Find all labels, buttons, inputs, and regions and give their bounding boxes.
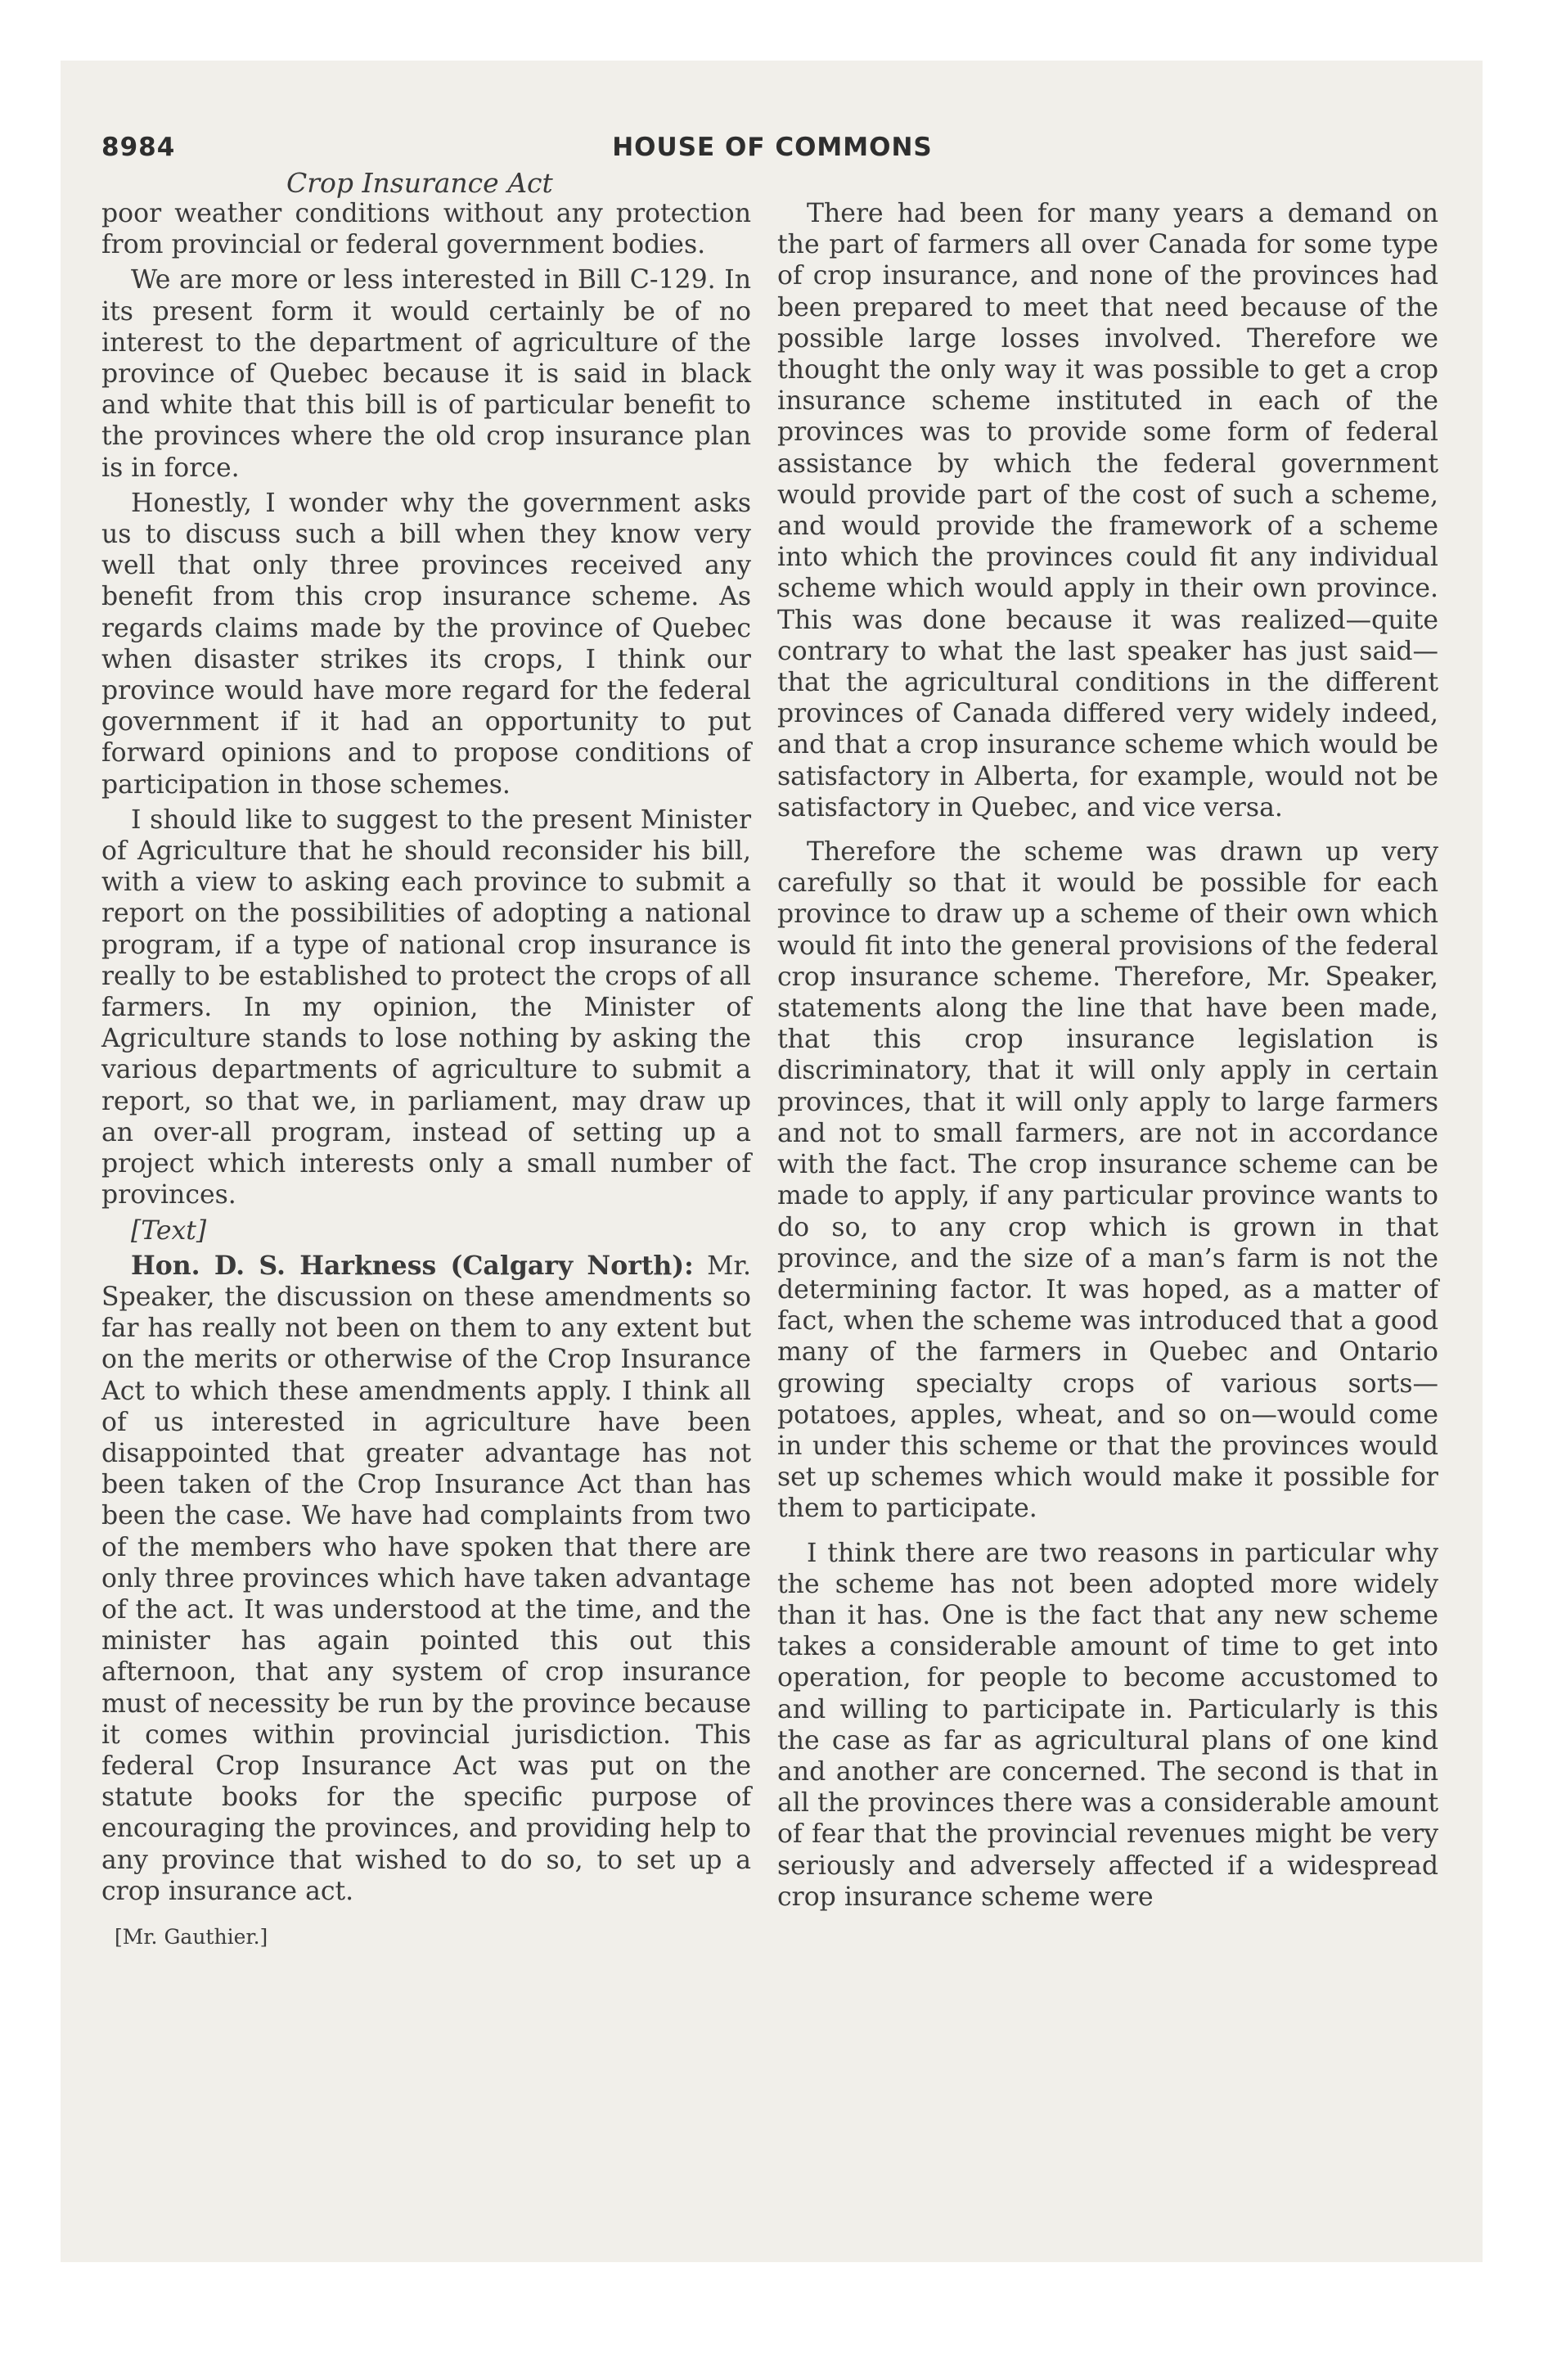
speaker-name: Hon. D. S. Harkness (Calgary North): bbox=[131, 1250, 694, 1281]
left-paragraph-1: poor weather conditions without any protection from provincial or federal government bodies. bbox=[101, 199, 751, 260]
page-number: 8984 bbox=[101, 133, 176, 162]
footer-credit: [Mr. Gauthier.] bbox=[115, 1924, 268, 1949]
right-paragraph-2: Therefore the scheme was drawn up very carefully so that it would be possible for each province to draw up a scheme of their own which would fit into the general provisions of the federal crop insurance scheme. Therefore, Mr. Speaker, statements along the line that have been made, that this crop insurance legislation is discriminatory, that it will only apply in certain provinces, that it will only apply to large farmers and not to small farmers, are not in accordance with the fact. The crop insurance scheme can be made to apply, if any particular province wants to do so, to any crop which is grown in that province, and the size of a man’s farm is not the determining factor. It was hoped, as a matter of fact, when the scheme was introduced that a good many of the farmers in Quebec and Ontario growing specialty crops of various sorts—potatoes, apples, wheat, and so on—would come in under this scheme or that the provinces would set up schemes which would make it possible for them to participate. bbox=[777, 837, 1438, 1524]
section-tag: [Text] bbox=[131, 1215, 207, 1246]
right-paragraph-3: I think there are two reasons in particular why the scheme has not been adopted more widely than it has. One is the fact that any new scheme takes a considerable amount of time to get into operation, for people to become accustomed to and willing to participate in. Particularly is this the case as far as agricultural plans of one kind and another are concerned. The second is that in all the provinces there was a considerable amount of fear that the provincial revenues might be very seriously and adversely affected if a widespread crop insurance scheme were bbox=[777, 1538, 1438, 1912]
running-head: HOUSE OF COMMONS bbox=[612, 133, 933, 162]
hansard-page bbox=[61, 61, 1483, 2262]
left-paragraph-4: I should like to suggest to the present Minister of Agriculture that he should reconsider his bill, with a view to asking each province to submit a report on the possibilities of adopting a national program, if a type of national crop insurance is really to be established to protect the crops of all farmers. In my opinion, the Minister of Agriculture stands to lose nothing by asking the various departments of agriculture to submit a report, so that we, in parliament, may draw up an over-all program, instead of setting up a project which interests only a small number of provinces. bbox=[101, 805, 751, 1210]
speech-paragraph bbox=[101, 1251, 751, 1907]
act-subhead: Crop Insurance Act bbox=[286, 167, 553, 199]
right-paragraph-1: There had been for many years a demand on the part of farmers all over Canada for some type of crop insurance, and none of the provinces had been prepared to meet that need because of the possible large losses involved. Therefore we thought the only way it was possible to get a crop insurance scheme instituted in each of the provinces was to provide some form of federal assistance by which the federal government would provide part of the cost of such a scheme, and would provide the framework of a scheme into which the provinces could fit any individual scheme which would apply in their own province. This was done because it was realized—quite contrary to what the last speaker has just said—that the agricultural conditions in the different provinces of Canada differed very widely indeed, and that a crop insurance scheme which would be satisfactory in Alberta, for example, would not be satisfactory in Quebec, and vice versa. bbox=[777, 199, 1438, 823]
right-column bbox=[777, 198, 1438, 1913]
left-paragraph-3: Honestly, I wonder why the government asks us to discuss such a bill when they know very well that only three provinces received any benefit from this crop insurance scheme. As regards claims made by the province of Quebec when disaster strikes its crops, I think our province would have more regard for the federal government if it had an opportunity to put forward opinions and to propose conditions of participation in those schemes. bbox=[101, 488, 751, 800]
left-column bbox=[101, 198, 751, 1953]
speech-text: Mr. Speaker, the discussion on these amendments so far has really not been on them to any extent but on the merits or otherwise of the Crop Insurance Act to which these amendments apply. I think all of us interested in agriculture have been disappointed that greater advantage has not been taken of the Crop Insurance Act than has been the case. We have had complaints from two of the members who have spoken that there are only three provinces which have taken advantage of the act. It was understood at the time, and the minister has again pointed this out this afternoon, that any system of crop insurance must of necessity be run by the province because it comes within provincial jurisdiction. This federal Crop Insurance Act was put on the statute books for the specific purpose of encouraging the provinces, and providing help to any province that wished to do so, to set up a crop insurance act. bbox=[101, 1251, 751, 1906]
left-paragraph-2: We are more or less interested in Bill C-129. In its present form it would certainly be of no interest to the department of agriculture of the province of Quebec because it is said in black and white that this bill is of particular benefit to the provinces where the old crop insurance plan is in force. bbox=[101, 265, 751, 483]
